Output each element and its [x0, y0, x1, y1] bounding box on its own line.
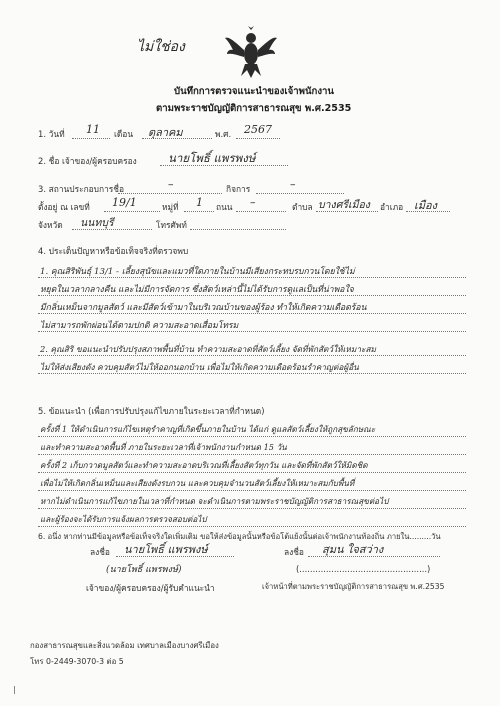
garuda-emblem-icon	[223, 24, 279, 80]
section5-line-3: ครั้งที่ 2 เก็บกวาดมูลสัตว์และทำความสะอาดบริเวณที่เลี้ยงสัตว์ทุกวัน และจัดที่พักสัตว์ให้มิดชิด	[40, 460, 368, 470]
road-label: ถนน	[216, 202, 233, 212]
section5-line-5: หากไม่ดำเนินการแก้ไขภายในเวลาที่กำหนด จะดำเนินการตามพระราชบัญญัติการสาธารณสุขต่อไป	[40, 496, 389, 506]
section5-line-4: เพื่อไม่ให้เกิดกลิ่นเหม็นและเสียงดังรบกวน และควบคุมจำนวนสัตว์เลี้ยงให้เหมาะสมกับพื้นที่	[40, 478, 355, 488]
road-value: –	[250, 196, 256, 209]
amphoe-value: เมือง	[414, 199, 437, 212]
left-sign-label: ลงชื่อ	[90, 547, 110, 557]
section4-line-1: 1. คุณสิริพันธุ์ 13/1 - เลี้ยงสุนัขและแมวที่ใดภายในบ้านมีเสียงกระทบรบกวนโดยใช้ไม่	[40, 267, 355, 277]
phone-label: โทรศัพท์	[156, 220, 187, 230]
place-label: 3. สถานประกอบการชื่อ	[38, 184, 124, 194]
tambon-value: บางศรีเมือง	[318, 199, 370, 211]
right-signature: สุมน ใจสว่าง	[322, 543, 384, 556]
section4-line-5: 2. คุณสิริ ขอแนะนำปรับปรุงสภาพพื้นที่บ้าน ทำความสะอาดที่สัตว์เลี้ยง จัดที่พักสัตว์ให้เหมาะสม	[40, 344, 377, 354]
left-role: เจ้าของ/ผู้ครอบครอง/ผู้รับคำแนะนำ	[86, 583, 215, 593]
form-subtitle: ตามพระราชบัญญัติการสาธารณสุข พ.ศ.2535	[156, 103, 352, 114]
month-label: เดือน	[114, 129, 134, 139]
section5-line-2: และทำความสะอาดพื้นที่ ภายในระยะเวลาที่เจ้าพนักงานกำหนด 15 วัน	[40, 442, 287, 452]
right-printed-name: (................................................)	[296, 564, 431, 574]
section5-heading: 5. ข้อแนะนำ (เพื่อการปรับปรุงแก้ไขภายในระยะเวลาที่กำหนด)	[38, 406, 265, 416]
province-label: จังหวัด	[38, 220, 63, 230]
left-printed-name: (นายโพธิ์ แพรพงษ์)	[106, 565, 182, 575]
section4-line-6: ไม่ให้ส่งเสียงดัง ควบคุมสัตว์ไม่ให้ออกนอกบ้าน เพื่อไม่ให้เกิดความเดือดร้อนรำคาญต่อผู้อื่น	[40, 362, 359, 372]
handwritten-header-note: ไม่ใช่อง	[137, 39, 185, 55]
section4-line-3: มีกลิ่นเหม็นจากมูลสัตว์ และมีสัตว์เข้ามาในบริเวณบ้านของผู้ร้อง ทำให้เกิดความเดือดร้อน	[40, 303, 367, 313]
address-value: 19/1	[112, 196, 137, 209]
tambon-label: ตำบล	[292, 202, 313, 212]
year-value: 2567	[244, 123, 272, 136]
section4-heading: 4. ประเด็นปัญหาหรือข้อเท็จจริงที่ตรวจพบ	[38, 246, 189, 256]
footer-department: กองสาธารณสุขและสิ่งแวดล้อม เทศบาลเมืองบางศรีเมือง	[30, 641, 219, 650]
moo-label: หมู่ที่	[162, 202, 179, 212]
amphoe-label: อำเภอ	[380, 202, 404, 212]
footer-phone: โทร 0-2449-3070-3 ต่อ 5	[30, 657, 124, 666]
year-label: พ.ศ.	[215, 129, 232, 139]
owner-label: 2. ชื่อ เจ้าของ/ผู้ครอบครอง	[38, 156, 137, 166]
section6-text: 6. อนึ่ง หากท่านมีข้อมูลหรือข้อเท็จจริงใดเพิ่มเติม ขอให้ส่งข้อมูลนั้นหรือข้อโต้แย้งนั้นต่อเจ้าพนักงานท้องถิ่น ภายใน.........วัน	[38, 532, 441, 541]
page-corner-mark	[14, 686, 15, 694]
form-title: บันทึกการตรวจแนะนำของเจ้าพนักงาน	[174, 86, 334, 97]
province-value: นนทบุรี	[80, 217, 114, 229]
section5-line-6: และผู้ร้องจะได้รับการแจ้งผลการตรวจสอบต่อไป	[40, 514, 207, 524]
date-value: 11	[86, 123, 100, 136]
section5-line-1: ครั้งที่ 1 ให้ดำเนินการแก้ไขเหตุรำคาญที่เกิดขึ้นภายในบ้าน ได้แก่ ดูแลสัตว์เลี้ยงให้ถูกสุขลักษณะ	[40, 424, 376, 434]
business-label: กิจการ	[226, 184, 251, 194]
business-value: –	[290, 178, 296, 191]
section4-line-4: ไม่สามารถพักผ่อนได้ตามปกติ ความสะอาดเสื่อมโทรม	[40, 321, 239, 331]
owner-value: นายโพธิ์ แพรพงษ์	[168, 151, 256, 165]
month-value: ตุลาคม	[148, 126, 183, 139]
date-label: 1. วันที่	[38, 129, 65, 139]
right-sign-label: ลงชื่อ	[284, 547, 304, 557]
left-signature: นายโพธิ์ แพรพงษ์	[124, 543, 208, 556]
right-role: เจ้าหน้าที่ตามพระราชบัญญัติการสาธารณสุข พ.ศ.2535	[262, 582, 445, 591]
moo-value: 1	[196, 196, 203, 209]
place-value: –	[168, 178, 174, 191]
section4-line-2: หยุดในเวลากลางคืน และไม่มีการจัดการ ซึ่งสัตว์เหล่านี้ไม่ได้รับการดูแลเป็นที่น่าพอใจ	[40, 285, 354, 295]
address-label: ตั้งอยู่ ณ เลขที่	[38, 202, 90, 212]
